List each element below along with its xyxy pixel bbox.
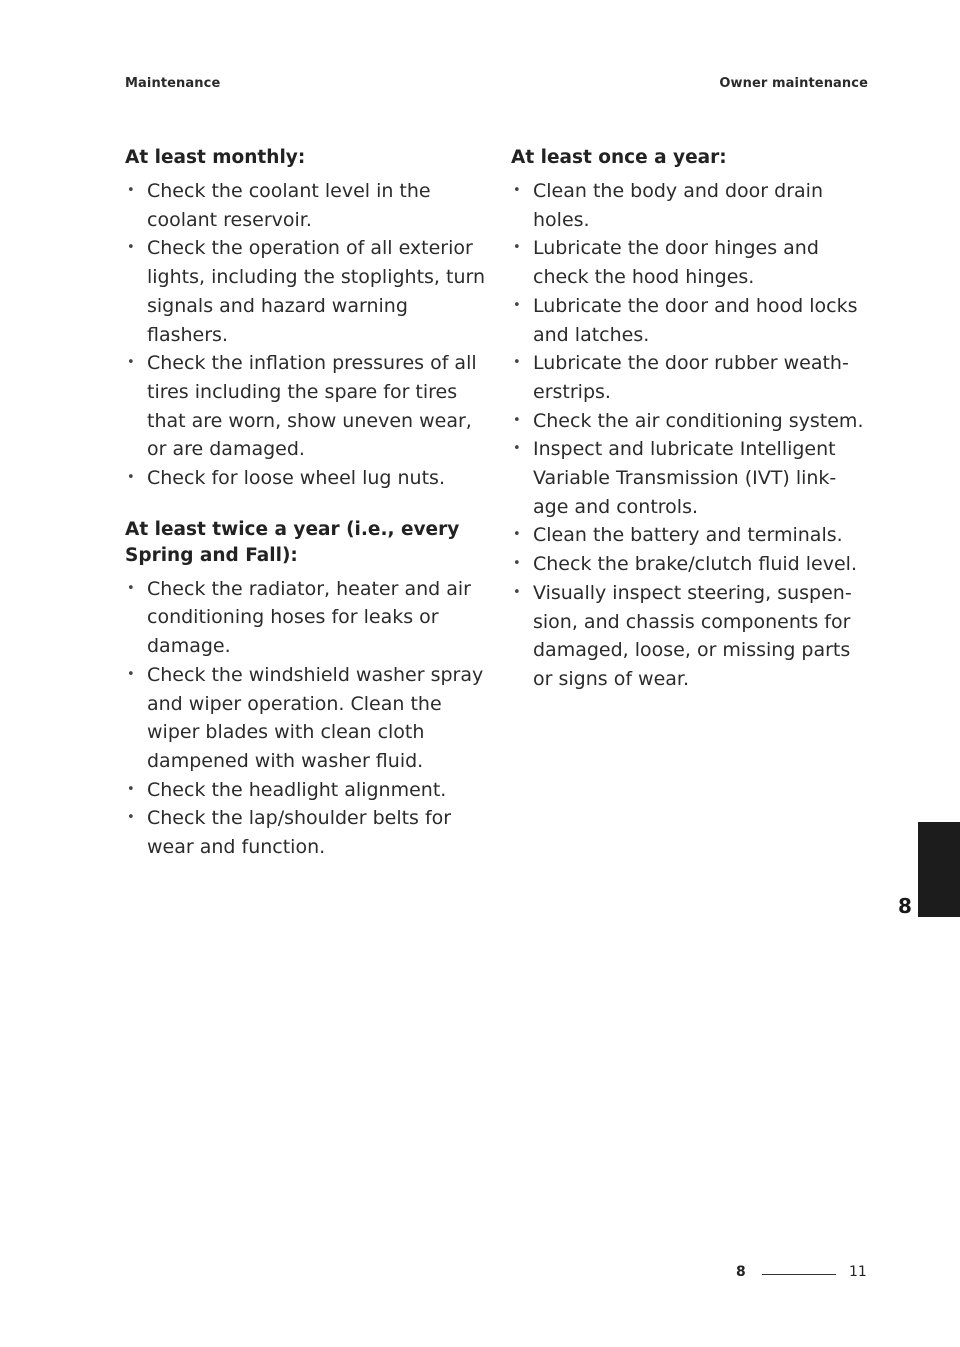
list-item: • Lubricate the door hinges and check the hood hinges. — [511, 234, 871, 291]
list-item: • Check the coolant level in the coolant reservoir. — [125, 177, 485, 234]
running-header-topic: Owner maintenance — [719, 76, 868, 91]
list-item: • Lubricate the door rubber weath- erstrips. — [511, 349, 871, 406]
chapter-tab — [918, 822, 960, 917]
chapter-tab-number: 8 — [898, 894, 912, 918]
list-item: • Lubricate the door and hood locks and latches. — [511, 292, 871, 349]
list-item: • Check for loose wheel lug nuts. — [125, 464, 485, 493]
list-item: • Visually inspect steering, suspen- sion, and chassis components for damaged, loose, or missing parts or signs of wear. — [511, 579, 871, 694]
page-footer — [736, 1264, 866, 1284]
monthly-list — [125, 177, 485, 493]
list-item: • Check the lap/shoulder belts for wear and function. — [125, 804, 485, 861]
twice-yearly-heading: At least twice a year (i.e., every Spring and Fall): — [125, 518, 460, 566]
left-column — [125, 145, 485, 862]
running-header-section: Maintenance — [125, 76, 221, 91]
list-item: • Check the air conditioning system. — [511, 407, 871, 436]
right-column — [511, 145, 871, 694]
yearly-list — [511, 177, 871, 694]
list-item: • Inspect and lubricate Intelligent Variable Transmission (IVT) link- age and controls. — [511, 435, 871, 521]
list-item: • Check the headlight alignment. — [125, 776, 485, 805]
page-number: 11 — [849, 1264, 867, 1280]
monthly-heading: At least monthly: — [125, 147, 306, 168]
footer-chapter-number: 8 — [736, 1264, 746, 1280]
list-item: • Check the brake/clutch fluid level. — [511, 550, 871, 579]
list-item: • Check the radiator, heater and air conditioning hoses for leaks or damage. — [125, 575, 485, 661]
list-item: • Clean the body and door drain holes. — [511, 177, 871, 234]
list-item: • Clean the battery and terminals. — [511, 521, 871, 550]
list-item: • Check the inflation pressures of all tires including the spare for tires that are worn, show uneven wear, or are damaged. — [125, 349, 485, 464]
twice-yearly-list — [125, 575, 485, 862]
list-item: • Check the windshield washer spray and wiper operation. Clean the wiper blades with clean cloth dampened with washer fluid. — [125, 661, 485, 776]
footer-divider — [762, 1274, 836, 1275]
yearly-heading: At least once a year: — [511, 147, 727, 168]
list-item: • Check the operation of all exterior lights, including the stoplights, turn signals and hazard warning flashers. — [125, 234, 485, 349]
